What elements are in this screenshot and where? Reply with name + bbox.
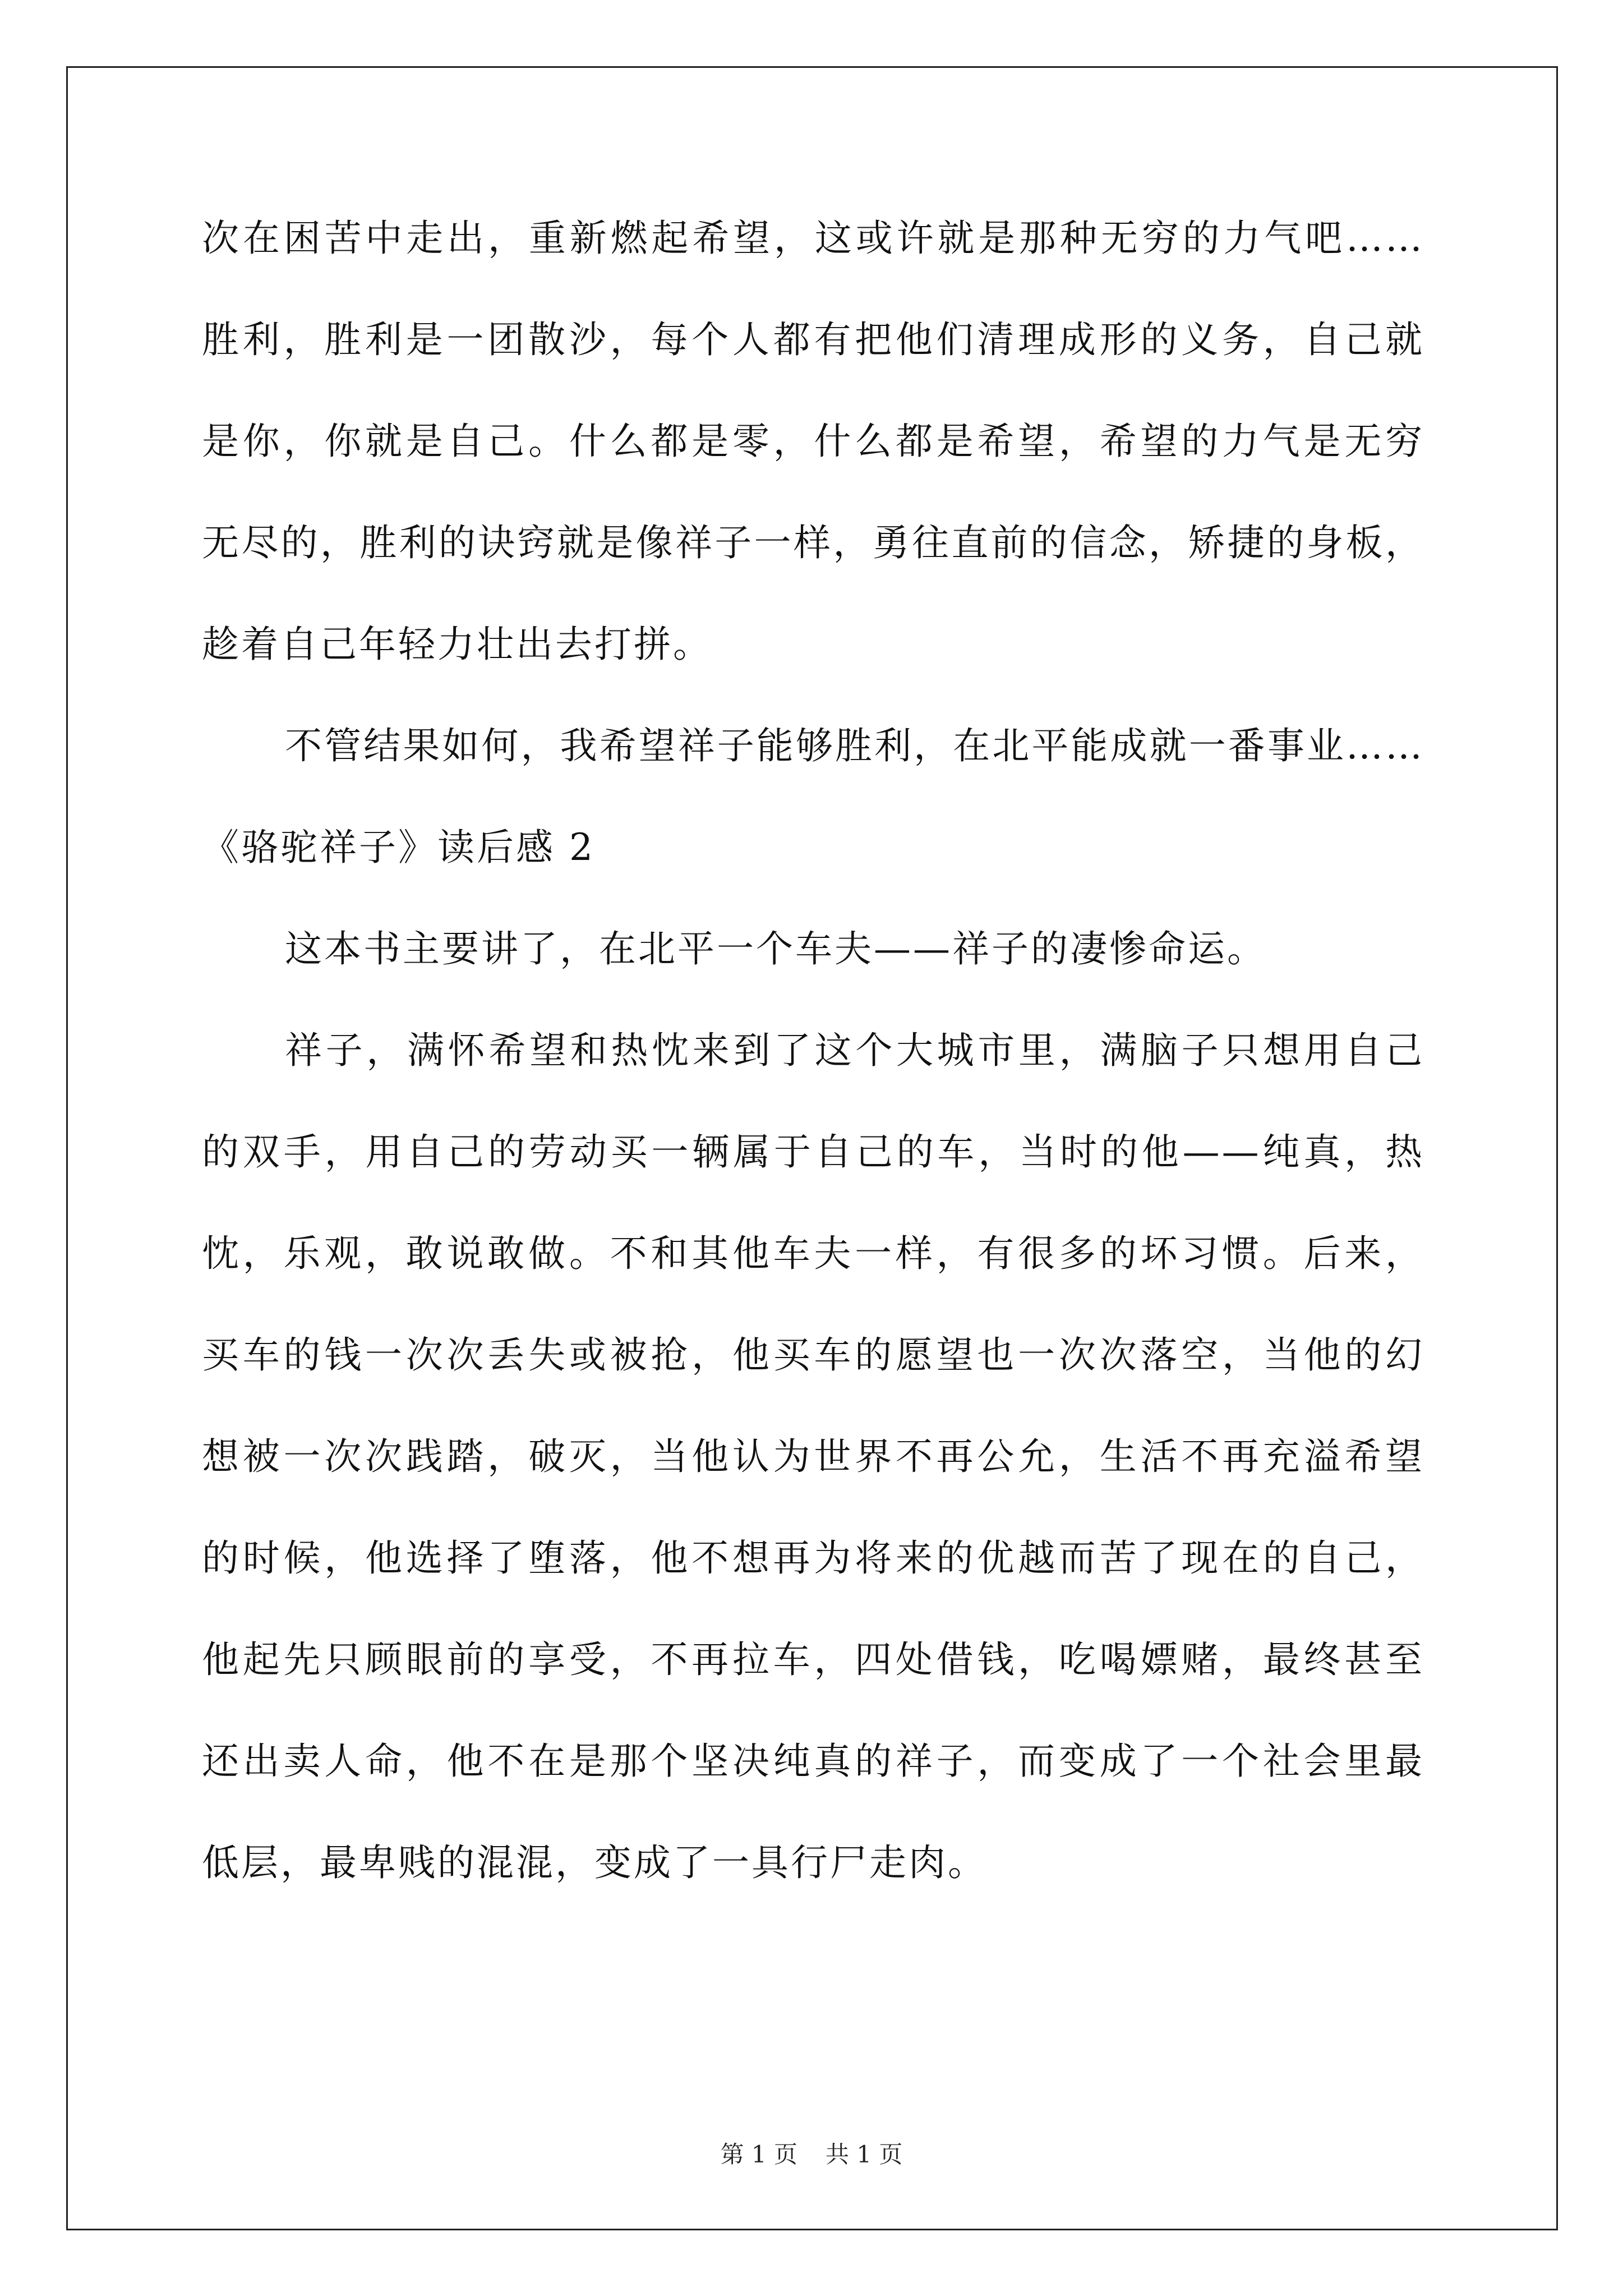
page-number: 第 1 页 [720, 2141, 797, 2168]
text-line: 趁着自己年轻力壮出去打拼。 [202, 623, 712, 666]
page-footer [0, 2136, 1623, 2170]
text-line: 无尽的，胜利的诀窍就是像祥子一样，勇往直前的信念，矫捷的身板， [202, 521, 1424, 564]
text-line: 他起先只顾眼前的享受，不再拉车，四处借钱，吃喝嫖赌，最终甚至 [202, 1638, 1424, 1681]
text-line: 的时候，他选择了堕落，他不想再为将来的优越而苦了现在的自己， [202, 1536, 1424, 1580]
document-body [202, 217, 1424, 1946]
text-line: 的双手，用自己的劳动买一辆属于自己的车，当时的他——纯真，热 [202, 1130, 1424, 1174]
paragraph-start-line: 这本书主要讲了，在北平一个车夫——祥子的凄惨命运。 [285, 927, 1266, 970]
text-line: 还出卖人命，他不在是那个坚决纯真的祥子，而变成了一个社会里最 [202, 1740, 1424, 1783]
text-line: 是你，你就是自己。什么都是零，什么都是希望，希望的力气是无穷 [202, 420, 1424, 463]
paragraph-start-line: 不管结果如何，我希望祥子能够胜利，在北平能成就一番事业…… [285, 724, 1424, 767]
page-total: 共 1 页 [826, 2141, 903, 2168]
text-line: 次在困苦中走出，重新燃起希望，这或许就是那种无穷的力气吧…… [202, 217, 1424, 260]
text-line: 胜利，胜利是一团散沙，每个人都有把他们清理成形的义务，自己就 [202, 318, 1424, 361]
paragraph-start-line: 祥子，满怀希望和热忱来到了这个大城市里，满脑子只想用自己 [285, 1029, 1424, 1072]
section-heading: 《骆驼祥子》读后感 2 [202, 826, 595, 869]
text-line: 想被一次次践踏，破灭，当他认为世界不再公允，生活不再充溢希望 [202, 1435, 1424, 1478]
text-line: 买车的钱一次次丢失或被抢，他买车的愿望也一次次落空，当他的幻 [202, 1333, 1424, 1377]
text-line: 忱，乐观，敢说敢做。不和其他车夫一样，有很多的坏习惯。后来， [202, 1232, 1424, 1275]
text-line: 低层，最卑贱的混混，变成了一具行尸走肉。 [202, 1841, 987, 1884]
